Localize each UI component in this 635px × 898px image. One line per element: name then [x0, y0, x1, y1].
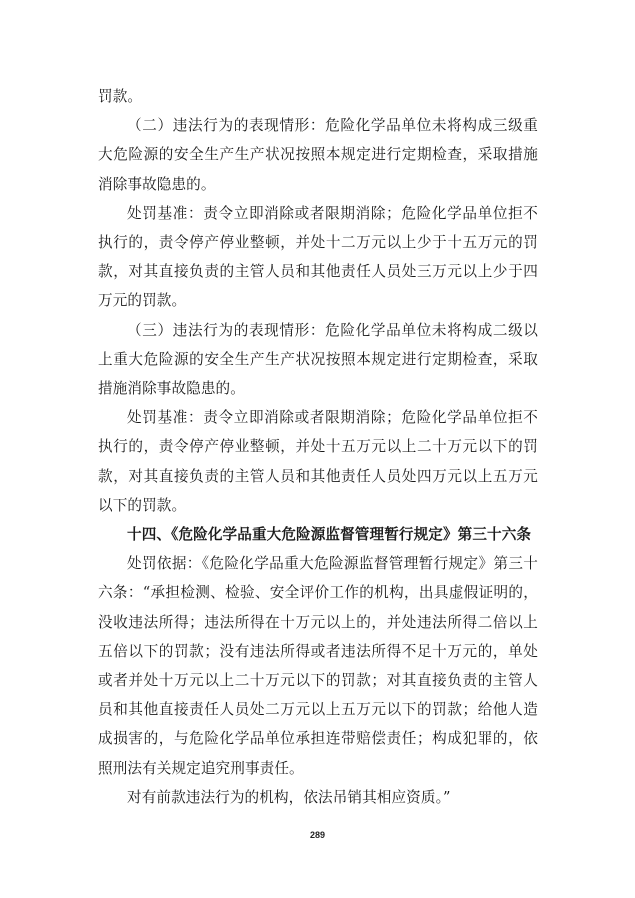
paragraph-revocation: 对有前款违法行为的机构，依法吊销其相应资质。”	[127, 788, 451, 806]
paragraph-fine-continuation: 罚款。	[98, 88, 143, 105]
paragraph-penalty-3: 处罚基准：责令立即消除或者限期消除；危险化学品单位拒不执行的，责令停产停业整顿，并处十五万元以上二十万元以下的罚款，对其直接负责的主管人员和其他责任人员处四万元以上五万元以下的罚款。	[98, 409, 538, 514]
paragraph-penalty-2: 处罚基准：责令立即消除或者限期消除；危险化学品单位拒不执行的，责令停产停业整顿，并处十二万元以上少于十五万元的罚款，对其直接负责的主管人员和其他责任人员处三万元以上少于四万元的罚款。	[98, 204, 538, 310]
paragraph-violation-3: （三）违法行为的表现情形：危险化学品单位未将构成二级以上重大危险源的安全生产生产状况按照本规定进行定期检查，采取措施消除事故隐患的。	[98, 321, 538, 398]
paragraph-violation-2: （二）违法行为的表现情形：危险化学品单位未将构成三级重大危险源的安全生产生产状况按照本规定进行定期检查，采取措施消除事故隐患的。	[98, 117, 538, 193]
section-heading-14: 十四、《危险化学品重大危险源监督管理暂行规定》第三十六条	[127, 526, 532, 544]
page-number: 289	[309, 830, 326, 840]
document-body	[98, 82, 538, 812]
paragraph-legal-basis: 处罚依据：《危险化学品重大危险源监督管理暂行规定》第三十六条：“承担检测、检验、安全评价工作的机构，出具虚假证明的，没收违法所得；违法所得在十万元以上的，并处违法所得二倍以上五倍以下的罚款；没有违法所得或者违法所得不足十万元的，单处或者并处十万元以上二十万元以下的罚款；对其直接负责的主管人员和其他直接责任人员处二万元以上五万元以下的罚款；给他人造成损害的，与危险化学品单位承担连带赔偿责任；构成犯罪的，依照刑法有关规定追究刑事责任。	[98, 555, 538, 777]
